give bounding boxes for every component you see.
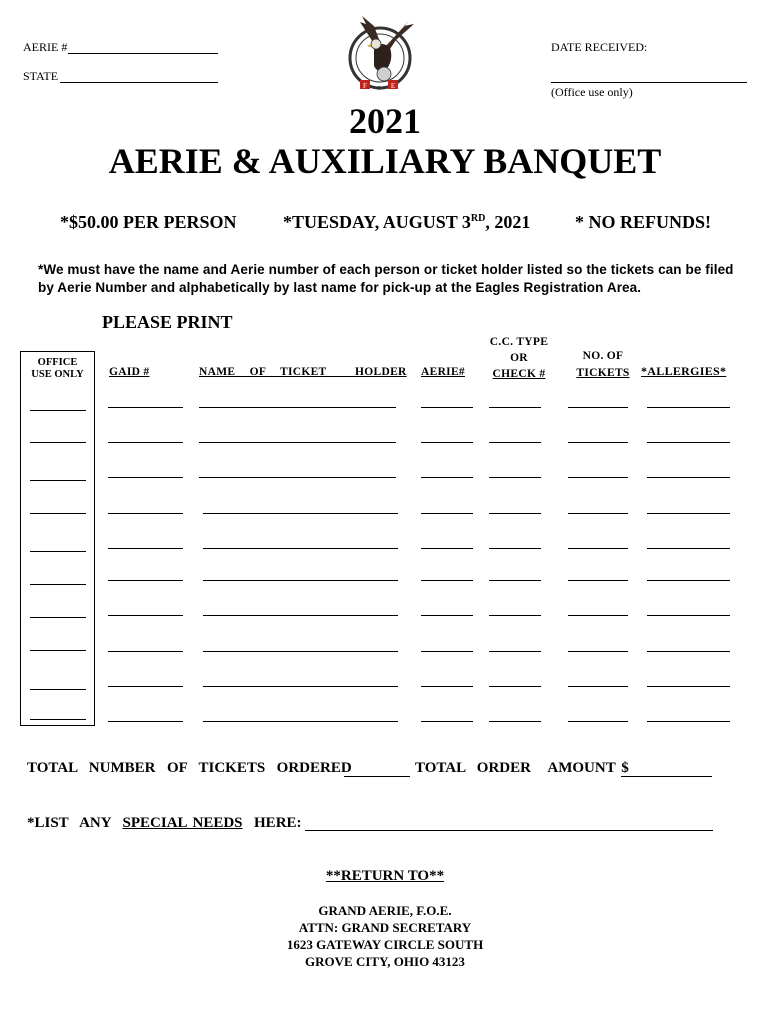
price-per-person: *$50.00 PER PERSON bbox=[60, 212, 237, 232]
column-allergies: *ALLERGIES* bbox=[641, 364, 727, 378]
gaid-field[interactable] bbox=[108, 513, 183, 514]
check-number-field[interactable] bbox=[489, 615, 541, 616]
aerie-field[interactable] bbox=[421, 548, 473, 549]
office-use-field[interactable] bbox=[30, 513, 86, 514]
gaid-field[interactable] bbox=[108, 442, 183, 443]
ticket-holder-name-field[interactable] bbox=[203, 580, 398, 581]
allergies-field[interactable] bbox=[647, 580, 730, 581]
tickets-count-field[interactable] bbox=[568, 651, 628, 652]
ticket-holder-name-field[interactable] bbox=[199, 477, 396, 478]
column-cc-type: C.C. TYPE OR CHECK # bbox=[489, 336, 549, 380]
address-line-3: 1623 GATEWAY CIRCLE SOUTH bbox=[286, 937, 484, 952]
office-use-field[interactable] bbox=[30, 442, 86, 443]
check-number-field[interactable] bbox=[489, 580, 541, 581]
tickets-count-field[interactable] bbox=[568, 615, 628, 616]
allergies-field[interactable] bbox=[647, 477, 730, 478]
svg-text:E: E bbox=[390, 82, 396, 90]
column-aerie: AERIE# bbox=[421, 366, 465, 378]
tickets-count-field[interactable] bbox=[568, 548, 628, 549]
aerie-field[interactable] bbox=[421, 407, 473, 408]
tickets-count-field[interactable] bbox=[568, 686, 628, 687]
total-tickets-label: TOTAL NUMBER OF TICKETS ORDERED bbox=[27, 760, 352, 776]
tickets-count-field[interactable] bbox=[568, 721, 628, 722]
gaid-field[interactable] bbox=[108, 615, 183, 616]
aerie-field[interactable] bbox=[421, 580, 473, 581]
return-to-heading: **RETURN TO** bbox=[325, 868, 445, 884]
tickets-count-field[interactable] bbox=[568, 477, 628, 478]
svg-text:O: O bbox=[376, 86, 382, 92]
instructions-note: *We must have the name and Aerie number of each person or ticket holder listed so the tickets can be filed by Aerie Number and alphabetically by last name for pick-up at the Eagles Registration Area. bbox=[38, 262, 734, 295]
aerie-field[interactable] bbox=[421, 686, 473, 687]
allergies-field[interactable] bbox=[647, 407, 730, 408]
allergies-field[interactable] bbox=[647, 686, 730, 687]
ticket-holder-name-field[interactable] bbox=[199, 407, 396, 408]
check-number-field[interactable] bbox=[489, 477, 541, 478]
foe-eagle-logo bbox=[340, 12, 424, 96]
tickets-count-field[interactable] bbox=[568, 580, 628, 581]
aerie-number-label: AERIE # bbox=[23, 40, 68, 54]
no-refunds-notice: * NO REFUNDS! bbox=[575, 212, 712, 232]
check-number-field[interactable] bbox=[489, 442, 541, 443]
office-use-box bbox=[20, 351, 95, 726]
ticket-holder-name-field[interactable] bbox=[203, 686, 398, 687]
ticket-holder-name-field[interactable] bbox=[203, 615, 398, 616]
gaid-field[interactable] bbox=[108, 477, 183, 478]
gaid-field[interactable] bbox=[108, 651, 183, 652]
column-tickets: NO. OF TICKETS bbox=[576, 350, 630, 379]
special-needs-field[interactable] bbox=[305, 830, 713, 831]
column-gaid: GAID # bbox=[109, 366, 150, 378]
gaid-field[interactable] bbox=[108, 407, 183, 408]
check-number-field[interactable] bbox=[489, 686, 541, 687]
aerie-number-field[interactable] bbox=[68, 53, 218, 54]
office-use-field[interactable] bbox=[30, 551, 86, 552]
gaid-field[interactable] bbox=[108, 580, 183, 581]
gaid-field[interactable] bbox=[108, 686, 183, 687]
address-line-1: GRAND AERIE, F.O.E. bbox=[318, 903, 452, 918]
office-use-field[interactable] bbox=[30, 480, 86, 481]
allergies-field[interactable] bbox=[647, 513, 730, 514]
allergies-field[interactable] bbox=[647, 548, 730, 549]
check-number-field[interactable] bbox=[489, 513, 541, 514]
office-use-field[interactable] bbox=[30, 584, 86, 585]
check-number-field[interactable] bbox=[489, 651, 541, 652]
total-tickets-field[interactable] bbox=[344, 776, 410, 777]
aerie-field[interactable] bbox=[421, 477, 473, 478]
gaid-field[interactable] bbox=[108, 548, 183, 549]
please-print-heading: PLEASE PRINT bbox=[102, 312, 233, 332]
allergies-field[interactable] bbox=[647, 442, 730, 443]
check-number-field[interactable] bbox=[489, 548, 541, 549]
office-use-field[interactable] bbox=[30, 410, 86, 411]
total-amount-field[interactable] bbox=[621, 776, 712, 777]
event-date: *TUESDAY, AUGUST 3RD, 2021 bbox=[283, 212, 531, 232]
aerie-field[interactable] bbox=[421, 651, 473, 652]
ticket-holder-name-field[interactable] bbox=[203, 721, 398, 722]
svg-text:F: F bbox=[363, 82, 367, 90]
event-title: AERIE & AUXILIARY BANQUET bbox=[108, 141, 662, 181]
date-received-field[interactable] bbox=[551, 82, 747, 83]
office-use-field[interactable] bbox=[30, 617, 86, 618]
event-year: 2021 bbox=[349, 101, 421, 141]
office-use-field[interactable] bbox=[30, 719, 86, 720]
gaid-field[interactable] bbox=[108, 721, 183, 722]
office-use-field[interactable] bbox=[30, 650, 86, 651]
address-line-4: GROVE CITY, OHIO 43123 bbox=[305, 954, 465, 969]
aerie-field[interactable] bbox=[421, 721, 473, 722]
address-line-2: ATTN: GRAND SECRETARY bbox=[298, 920, 472, 935]
allergies-field[interactable] bbox=[647, 721, 730, 722]
ticket-holder-name-field[interactable] bbox=[203, 513, 398, 514]
check-number-field[interactable] bbox=[489, 721, 541, 722]
office-use-field[interactable] bbox=[30, 689, 86, 690]
total-amount-label: TOTAL ORDER AMOUNT $ bbox=[415, 760, 629, 776]
aerie-field[interactable] bbox=[421, 615, 473, 616]
ticket-holder-name-field[interactable] bbox=[199, 442, 396, 443]
ticket-holder-name-field[interactable] bbox=[203, 548, 398, 549]
ticket-holder-name-field[interactable] bbox=[203, 651, 398, 652]
allergies-field[interactable] bbox=[647, 615, 730, 616]
allergies-field[interactable] bbox=[647, 651, 730, 652]
office-use-note: (Office use only) bbox=[551, 85, 633, 99]
check-number-field[interactable] bbox=[489, 407, 541, 408]
date-received-label: DATE RECEIVED: bbox=[551, 40, 648, 54]
special-needs-label: *LIST ANY SPECIAL NEEDS HERE: bbox=[27, 815, 302, 831]
aerie-field[interactable] bbox=[421, 513, 473, 514]
state-field[interactable] bbox=[60, 82, 218, 83]
tickets-count-field[interactable] bbox=[568, 407, 628, 408]
tickets-count-field[interactable] bbox=[568, 442, 628, 443]
column-name: NAME OF TICKET HOLDER bbox=[199, 366, 407, 378]
state-label: STATE bbox=[23, 69, 59, 83]
tickets-count-field[interactable] bbox=[568, 513, 628, 514]
office-use-heading: OFFICE USE ONLY bbox=[31, 357, 84, 380]
aerie-field[interactable] bbox=[421, 442, 473, 443]
